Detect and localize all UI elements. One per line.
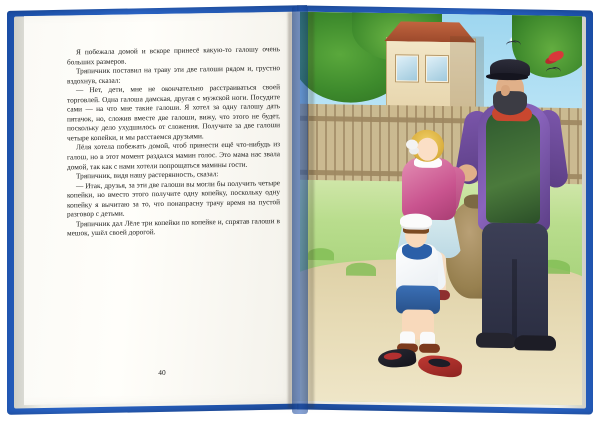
ragman-boot-left bbox=[476, 333, 516, 349]
left-page bbox=[24, 12, 300, 405]
ragman-cap-visor bbox=[486, 73, 528, 81]
paragraph: Тряпичник дал Лёле три копейки по копейке и, спрятав галоши в мешок, ушёл своей дорогой. bbox=[67, 215, 280, 238]
boy-sailor-hat bbox=[400, 213, 432, 228]
illustration bbox=[300, 12, 582, 405]
book-spine bbox=[292, 6, 308, 414]
grass-tuft bbox=[346, 263, 376, 276]
ragman-beard bbox=[493, 91, 527, 116]
ragman-vest bbox=[486, 111, 540, 224]
house-window bbox=[396, 55, 418, 81]
girl-hair-bow bbox=[406, 139, 418, 149]
boy-shoe-right bbox=[419, 344, 440, 353]
ragman-boot-right bbox=[514, 335, 556, 351]
girl-face bbox=[417, 138, 438, 161]
paragraph: Тряпичник, видя нашу растерянность, сказал: bbox=[76, 169, 219, 181]
bird-icon bbox=[546, 67, 558, 75]
ragman-trouser-seam bbox=[512, 259, 517, 341]
paragraph: Я побежала домой и вскоре принесё какую-то галошу очень больших размеров. bbox=[67, 44, 280, 67]
paragraph: Лёля хотела побежать домой, чтоб принести ещё что-нибудь из галош, но в этот момент раздался мамин голос. Это мама нас звала домой, так как с нами хотели попрощаться мамины гости. bbox=[67, 139, 280, 172]
paragraph: — Нет, дети, мне не окончательно расстраиваться своей торговлей. Одна галоша дамская, другая с мужской ноги. Посудите сами — на что мне такие галоши. Я хотел за одну галошу дать пятачок, но, сложив вместе две галоши, вижу, что этого не будет, поскольку дело ухудшилось от сложения. Получите за две галоши четыре копейки, и мы расстаемся друзьями. bbox=[67, 82, 280, 143]
right-page bbox=[300, 12, 582, 405]
body-text bbox=[67, 44, 280, 238]
paragraph: Тряпичник поставил на траву эти две галоши рядом и, грустно вздохнув, сказал: bbox=[67, 63, 280, 86]
house-window bbox=[426, 56, 448, 82]
paragraph: — Итак, друзья, за эти две галоши вы могли бы получить четыре копейки, но вместо этого получите одну копейку, поскольку одну копейку я вычитаю за то, что понапрасну трачу время на пустой разговор с детьми. bbox=[67, 177, 280, 219]
page-number: 40 bbox=[158, 367, 166, 378]
bird-icon bbox=[506, 40, 518, 48]
